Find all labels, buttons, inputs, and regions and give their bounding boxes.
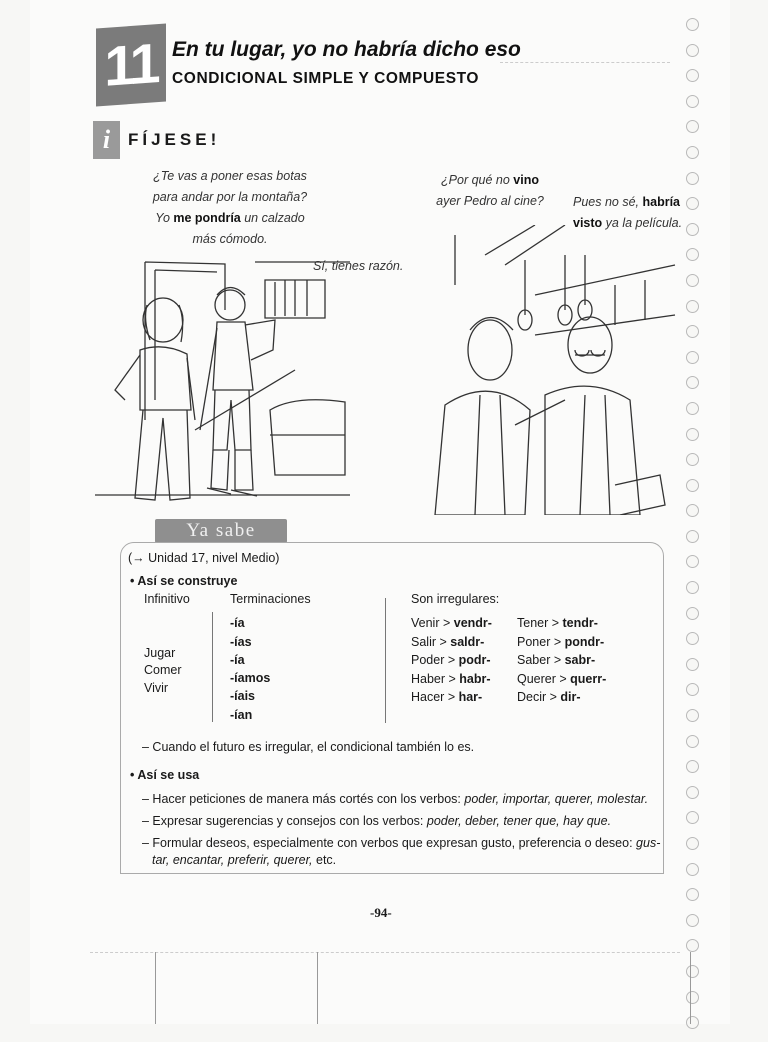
speech-text: ya la película. [602,216,683,230]
binding-ring [686,120,699,133]
speech-line: más cómodo. [192,232,268,246]
reference-text: (→ Unidad 17, nivel Medio) [128,551,280,565]
ending-item: -íamos [230,671,271,685]
irregular-verb-base: Querer > [517,671,571,686]
speech-line [430,170,550,191]
binding-ring [686,530,699,543]
binding-ring [686,888,699,901]
speech-highlight: visto [573,216,603,230]
speech-man-1 [430,170,550,212]
irregular-verb [517,634,604,651]
usa-item-1 [142,791,648,808]
ending-item: -ían [230,708,253,722]
speech-woman [140,166,320,250]
irregular-verb [411,689,482,706]
spiral-binding [686,18,706,1042]
title-divider [500,62,670,63]
speech-line: para andar por la montaña? [152,190,308,204]
usa-heading: • Así se usa [130,768,200,782]
footer-line [155,952,156,1024]
irregular-verb-stem: tendr- [562,616,598,630]
usa-verbs: tar, encantar, preferir, querer, [152,853,313,867]
illustration-subway-scene [415,225,690,515]
binding-ring [686,555,699,568]
speech-text: un calzado [240,211,305,225]
infinitive-item: Jugar [144,646,176,660]
binding-ring [686,786,699,799]
usa-item-3 [142,835,660,852]
binding-ring [686,632,699,645]
unit-number-badge: 11 [96,24,166,107]
speech-highlight: habría [642,195,681,209]
infinitive-item: Vivir [144,681,169,695]
speech-line [140,208,320,229]
page-title: En tu lugar, yo no habría dicho eso [172,38,521,61]
binding-ring [686,658,699,671]
illustration-room-scene [95,250,355,510]
irregular-verb-base: Decir > [517,690,561,704]
binding-ring [686,709,699,722]
irregular-verb-stem: saldr- [450,634,485,649]
binding-ring [686,811,699,824]
binding-ring [686,683,699,696]
usa-text: – Hacer peticiones de manera más cortés con los verbos: [142,792,465,806]
binding-ring [686,837,699,850]
binding-ring [686,607,699,620]
binding-ring [686,146,699,159]
irregular-verb [517,689,581,706]
irregular-verb-base: Salir > [411,634,451,649]
binding-ring [686,939,699,952]
binding-ring [686,95,699,108]
irregular-verb-base: Haber > [411,671,460,686]
irregular-verb-base: Hacer > [411,690,459,704]
ending-item: -ía [230,616,245,630]
irregular-verb-base: Poder > [411,653,459,667]
binding-ring [686,44,699,57]
usa-verbs: poder, deber, tener que, hay que. [426,814,612,828]
irregular-verb-stem: sabr- [564,653,596,667]
irregular-verb [517,652,595,669]
speech-line: ayer Pedro al cine? [436,194,544,208]
binding-ring [686,965,699,978]
construye-heading: • Así se construye [130,574,238,588]
speech-line [573,192,693,213]
speech-text: Yo [155,211,174,225]
speech-text: ¿Por qué no [441,173,514,187]
irregular-verb [411,652,491,669]
irregular-divider [385,598,386,723]
irregular-verb-base: Venir > [411,616,454,630]
binding-ring [686,991,699,1004]
irregular-verb-stem: podr- [458,653,491,667]
ending-item: -íais [230,689,256,703]
binding-ring [686,1016,699,1029]
irregular-verb-stem: pondr- [564,634,605,649]
page-number: -94- [370,905,392,920]
irregular-verb-stem: dir- [560,690,581,704]
column-header-terminaciones: Terminaciones [230,592,311,606]
footer-divider [90,952,680,953]
binding-ring [686,18,699,31]
irregular-verb [411,671,491,688]
infinitive-item: Comer [144,663,182,677]
binding-ring [686,760,699,773]
column-header-infinitivo: Infinitivo [144,592,190,606]
irregular-verb-base: Tener > [517,616,563,630]
speech-line: ¿Te vas a poner esas botas [153,169,307,183]
usa-text: – Expresar sugerencias y consejos con los verbos: [142,814,427,828]
binding-ring [686,172,699,185]
usa-item-3-cont [152,852,336,869]
ya-sabe-tab: Ya sabe [155,519,287,543]
speech-hiker: Sí, tienes razón. [313,259,404,273]
speech-highlight: me pondría [173,211,241,225]
irregular-verb-stem: har- [458,690,483,704]
page-subtitle: CONDICIONAL SIMPLE Y COMPUESTO [172,70,480,87]
irregular-verb-base: Saber > [517,653,565,667]
usa-verbs: poder, importar, querer, molestar. [464,792,649,806]
binding-ring [686,863,699,876]
ending-item: -ías [230,635,252,649]
usa-text: etc. [312,853,337,867]
speech-text: Pues no sé, [573,195,643,209]
binding-ring [686,69,699,82]
binding-ring [686,914,699,927]
ending-item: -ía [230,653,245,667]
usa-text: – Formular deseos, especialmente con verbos que expresan gusto, preferencia o deseo: [142,836,637,850]
irregular-verb [517,615,598,632]
speech-highlight: vino [513,173,539,187]
irregular-verb-stem: querr- [570,671,607,686]
usa-verbs: gus- [636,836,661,850]
irregular-verb [517,671,606,688]
irregular-verb [411,634,484,651]
info-icon: i [93,121,120,159]
irregular-verb [411,615,492,632]
footer-line [317,952,318,1024]
note-text: – Cuando el futuro es irregular, el condicional también lo es. [142,740,475,754]
fijese-heading: FÍJESE! [128,130,221,149]
irregular-verb-base: Poner > [517,634,565,649]
binding-ring [686,735,699,748]
binding-ring [686,581,699,594]
irregular-heading: Son irregulares: [411,592,500,606]
irregular-verb-stem: vendr- [453,616,492,630]
usa-item-2 [142,813,611,830]
footer-line [690,952,691,1024]
endings-divider [212,612,213,722]
irregular-verb-stem: habr- [459,671,491,686]
